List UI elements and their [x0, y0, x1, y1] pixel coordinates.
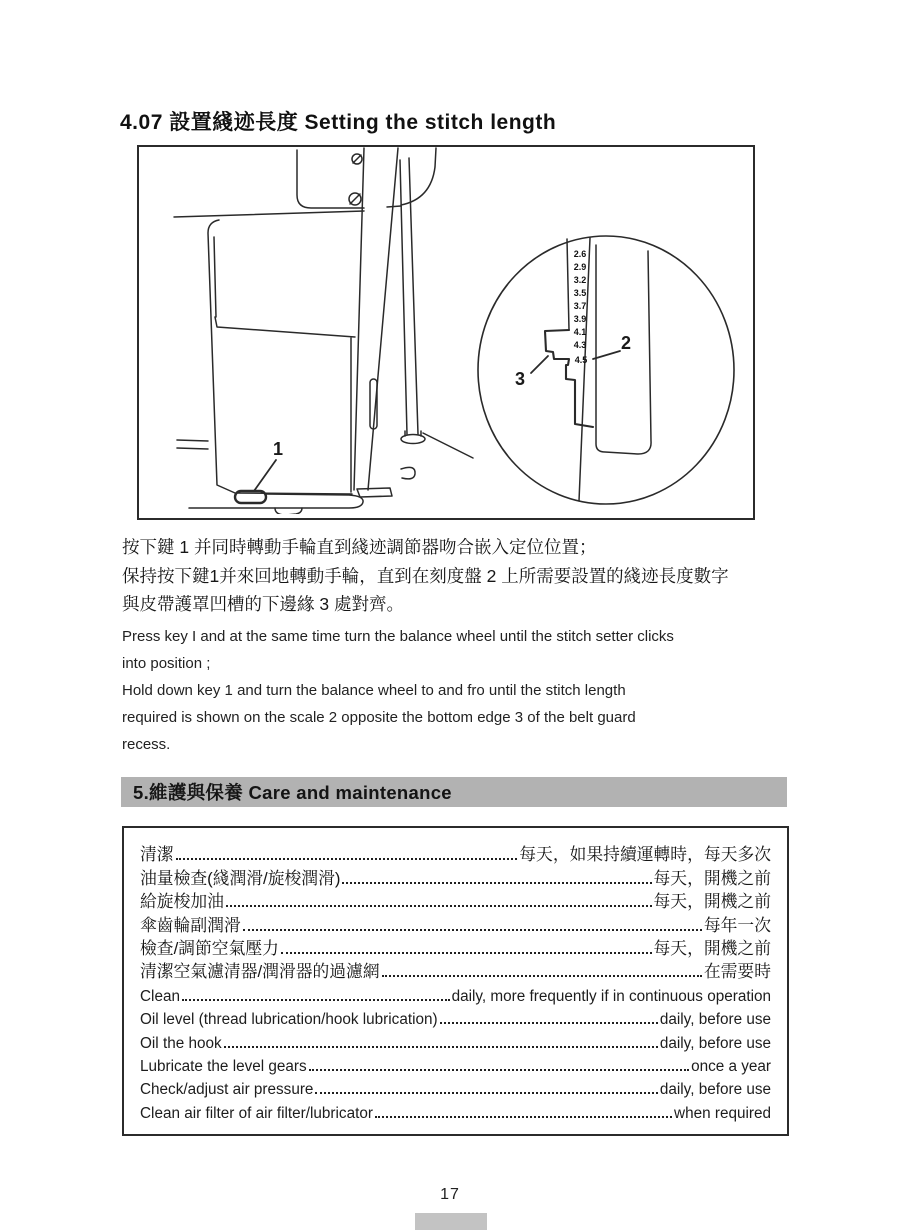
machine-head: [297, 148, 436, 208]
frequency-label: when required: [674, 1104, 771, 1122]
dot-leader: [375, 1116, 672, 1118]
dot-leader: [342, 882, 651, 884]
frequency-label: daily, more frequently if in continuous operation: [451, 987, 771, 1005]
callout-2-label: 2: [621, 333, 632, 353]
callout-1-label: 1: [273, 439, 284, 459]
scale-values: [574, 249, 588, 365]
task-label: 清潔: [140, 845, 174, 865]
dot-leader: [243, 929, 702, 931]
detail-leader-line: [423, 433, 473, 458]
machine-leg: [400, 158, 425, 479]
en-line: Hold down key 1 and turn the balance wheel to and fro until the stitch length: [122, 682, 626, 699]
dot-leader: [382, 975, 702, 977]
en-line: Press key I and at the same time turn the balance wheel until the stitch setter clicks: [122, 628, 674, 645]
scale-value: 2.9: [573, 262, 587, 272]
callout-1: [273, 439, 283, 459]
scale-value: 3.9: [573, 314, 587, 324]
page-number: 17: [440, 1186, 460, 1203]
frequency-label: once a year: [691, 1057, 771, 1075]
dot-leader: [315, 1092, 657, 1094]
section-4-07-heading: 4.07 設置綫迹長度 Setting the stitch length: [120, 111, 557, 134]
task-label: 傘齒輪副潤滑: [140, 915, 241, 935]
frequency-label: daily, before use: [659, 1081, 771, 1099]
maintenance-row: [140, 959, 771, 982]
figure-line-art: [139, 147, 749, 514]
dot-leader: [281, 952, 652, 954]
stitch-length-figure: [137, 145, 755, 520]
maintenance-row: [140, 1099, 771, 1122]
maintenance-row: [140, 889, 771, 912]
task-label: 清潔空氣濾清器/潤滑器的過濾網: [140, 962, 380, 982]
zh-line: 與皮帶護罩凹槽的下邊緣 3 處對齊。: [122, 594, 404, 614]
callout-3-leader: [531, 356, 548, 373]
task-label: 給旋梭加油: [140, 892, 224, 912]
maintenance-row: [140, 936, 771, 959]
task-label: Check/adjust air pressure: [140, 1081, 314, 1099]
callout-2-leader: [593, 351, 620, 359]
instructions-en: [122, 623, 782, 758]
frequency-label: 每天，開機之前: [653, 868, 771, 888]
frequency-label: daily, before use: [659, 1011, 771, 1029]
en-line: required is shown on the scale 2 opposite the bottom edge 3 of the belt guard: [122, 709, 636, 726]
bottom-scan-mark: [415, 1213, 487, 1230]
callout-1-leader: [254, 460, 276, 491]
zh-line: 保持按下鍵1并來回地轉動手輪，直到在刻度盤 2 上所需要設置的綫迹長度數字: [122, 565, 729, 586]
maintenance-row: [140, 842, 771, 865]
scale-value: 3.2: [573, 275, 587, 285]
maintenance-row: [140, 982, 771, 1005]
callout-3-label: 3: [515, 369, 526, 389]
zh-line: 按下鍵 1 并同時轉動手輪直到綫迹調節器吻合嵌入定位位置；: [122, 537, 597, 557]
maintenance-row: [140, 1006, 771, 1029]
section-5-heading: 5.維護與保養 Care and maintenance: [133, 782, 452, 803]
en-line: recess.: [122, 736, 171, 753]
maintenance-row: [140, 1029, 771, 1052]
task-label: Oil the hook: [140, 1034, 222, 1052]
frequency-label: 在需要時: [703, 962, 771, 982]
scale-pointer-value: 4.5: [574, 355, 588, 365]
en-line: into position ;: [122, 655, 211, 672]
maintenance-table: [122, 826, 789, 1136]
frequency-label: 每天，開機之前: [653, 938, 771, 958]
task-label: Lubricate the level gears: [140, 1057, 307, 1075]
task-label: Clean: [140, 987, 180, 1005]
frequency-label: 每天，開機之前: [653, 892, 771, 912]
table-edge-line: [174, 211, 364, 217]
dot-leader: [176, 858, 518, 860]
frequency-label: 每年一次: [703, 915, 771, 935]
scale-value: 4.3: [573, 340, 587, 350]
dot-leader: [440, 1022, 658, 1024]
scale-value: 3.7: [573, 301, 587, 311]
instructions-zh: [122, 533, 802, 619]
base-plate: [177, 440, 363, 514]
dot-leader: [226, 905, 652, 907]
screw-icon: [349, 154, 362, 205]
scale-value: 3.5: [573, 288, 587, 298]
scale-value: 2.6: [573, 249, 587, 259]
task-label: 檢查/調節空氣壓力: [140, 938, 279, 958]
section-5-header-bar: [121, 777, 787, 807]
maintenance-row: [140, 912, 771, 935]
maintenance-row: [140, 1076, 771, 1099]
dot-leader: [309, 1069, 689, 1071]
dot-leader: [224, 1046, 658, 1048]
task-label: Clean air filter of air filter/lubricator: [140, 1104, 373, 1122]
maintenance-row: [140, 865, 771, 888]
detail-circle: [478, 236, 734, 504]
task-label: 油量檢查(綫潤滑/旋梭潤滑): [140, 868, 341, 888]
task-label: Oil level (thread lubrication/hook lubrication): [140, 1011, 438, 1029]
frequency-label: 每天，如果持續運轉時，每天多次: [519, 845, 771, 865]
maintenance-row: [140, 1053, 771, 1076]
frequency-label: daily, before use: [659, 1034, 771, 1052]
dot-leader: [182, 999, 450, 1001]
scale-value: 4.1: [573, 327, 587, 337]
